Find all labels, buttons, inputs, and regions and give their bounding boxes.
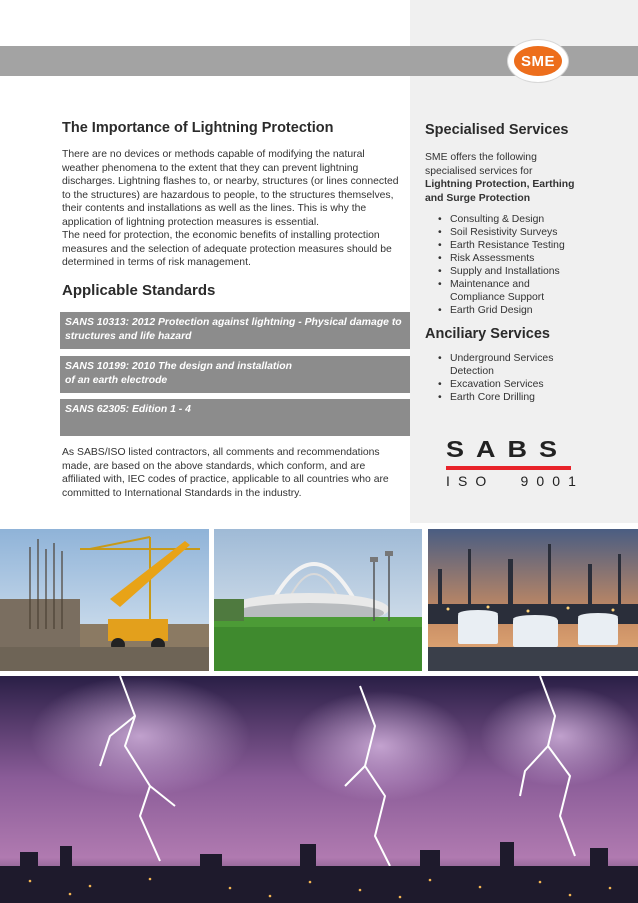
importance-title: The Importance of Lightning Protection xyxy=(62,120,334,136)
sme-logo xyxy=(508,40,568,82)
refinery-photo xyxy=(428,529,638,671)
stadium-photo xyxy=(214,529,422,671)
list-item: • Underground Services Detection xyxy=(435,352,570,378)
iso-letter: 9 xyxy=(520,473,529,489)
iso-letter: S xyxy=(457,473,468,489)
standard-item xyxy=(60,312,410,349)
iso-9001-label xyxy=(446,473,576,489)
iso-letter: O xyxy=(475,473,487,489)
sabs-logo-underline xyxy=(446,466,571,470)
list-item: • Consulting & Design xyxy=(435,213,580,226)
list-item: • Earth Grid Design xyxy=(435,304,580,317)
list-item: • Soil Resistivity Surveys xyxy=(435,226,580,239)
sabs-logo-text: SABS xyxy=(446,436,570,463)
iso-letter: 1 xyxy=(568,473,576,489)
standard-item-text: SANS 10313: 2012 Protection against lightning - Physical damage to structures and life hazard xyxy=(65,317,402,342)
specialised-title: Specialised Services xyxy=(425,122,569,138)
list-item: • Risk Assessments xyxy=(435,252,580,265)
standard-item xyxy=(60,356,410,393)
iso-letter: 0 xyxy=(552,473,561,489)
construction-photo xyxy=(0,529,209,671)
specialised-intro xyxy=(425,151,575,205)
list-item: • Supply and Installations xyxy=(435,265,580,278)
list-item: • Maintenance and Compliance Support xyxy=(435,278,580,304)
specialised-list xyxy=(435,213,580,317)
standards-footer: As SABS/ISO listed contractors, all comments and recommendations made, are based on the above standards, which conform, and are affiliated with, IEC codes of practice, applicable to all countries who are committed to International Standards in the industry. xyxy=(62,447,389,499)
standard-item-text: SANS 10199: 2010 The design and installation of an earth electrode xyxy=(65,361,292,386)
list-item: • Earth Resistance Testing xyxy=(435,239,580,252)
ancillary-title: Anciliary Services xyxy=(425,326,550,342)
sme-logo-text: SME xyxy=(514,46,562,76)
iso-letter: 0 xyxy=(536,473,545,489)
standard-item xyxy=(60,399,410,436)
iso-letter: I xyxy=(446,473,450,489)
standard-item-text: SANS 62305: Edition 1 - 4 xyxy=(65,404,191,415)
specialised-intro-bold: Lightning Protection, Earthing and Surge Protection xyxy=(425,179,575,204)
importance-paragraph-2: The need for protection, the economic benefits of installing protection measures and the selection of adequate protection measures should be determined in terms of risk management. xyxy=(62,230,392,268)
standards-title: Applicable Standards xyxy=(62,282,216,299)
specialised-intro-text: SME offers the following specialised services for xyxy=(425,152,537,177)
lightning-storm-photo xyxy=(0,676,638,903)
importance-paragraph-1: There are no devices or methods capable of modifying the natural weather phenomena to the extent that they can prevent lightning discharges. Lightning flashes to, or nearby, structures (or lines connected to the structures) are hazardous to people, to the structures themselves, their contents and installations as well as the lines. This is why the application of lightning protection measures is essential. xyxy=(62,149,399,228)
importance-body xyxy=(62,148,400,270)
list-item: • Excavation Services xyxy=(435,378,570,391)
ancillary-list xyxy=(435,352,570,404)
list-item: • Earth Core Drilling xyxy=(435,391,570,404)
